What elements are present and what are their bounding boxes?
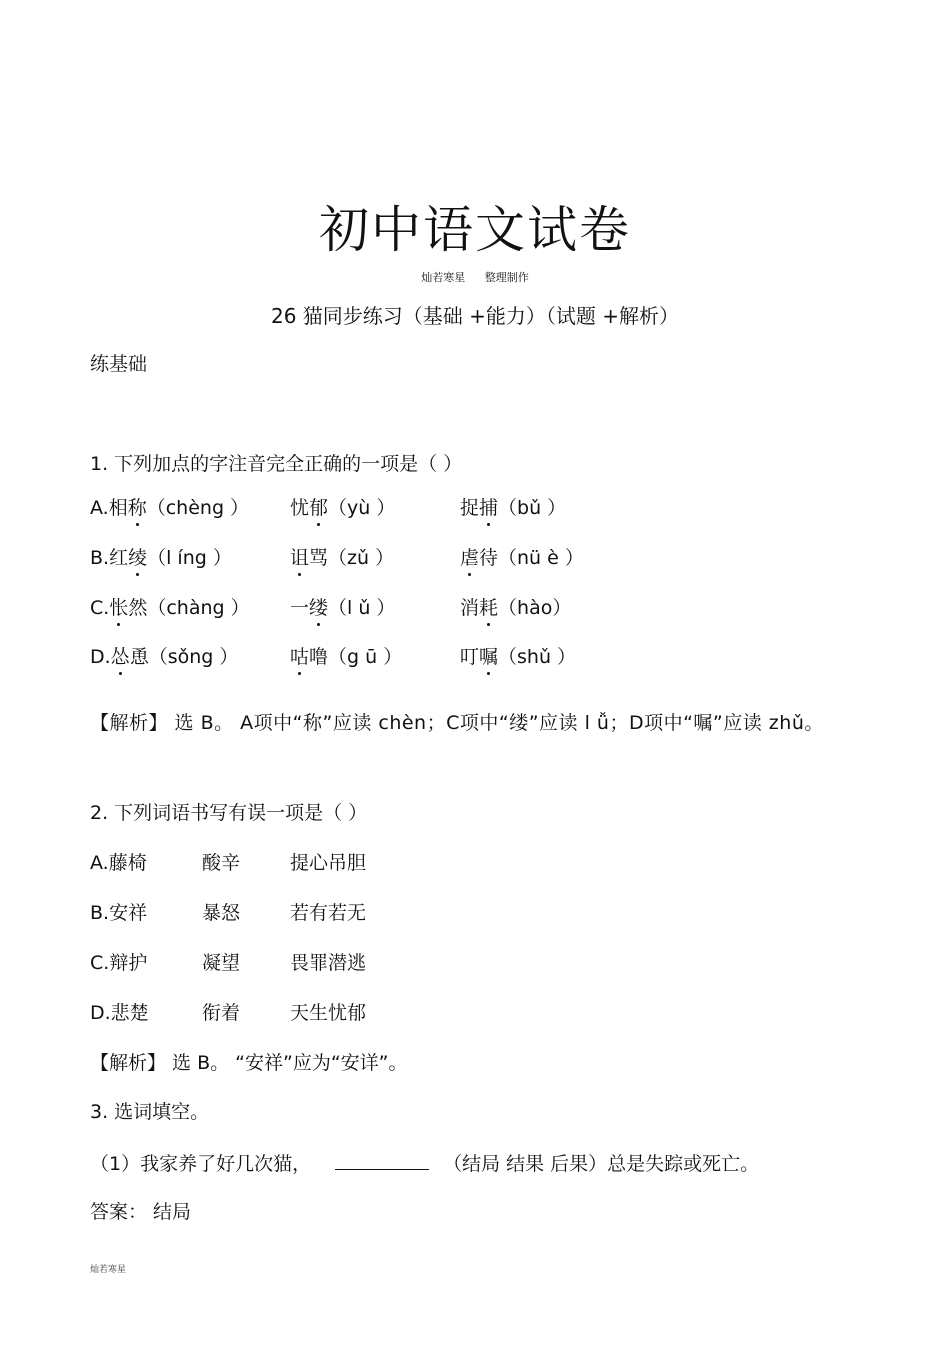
q1-option-c-word-1: C.怅然（chàng ） (90, 593, 250, 623)
q1-option-b-word-2: 诅骂（zǔ ） (290, 543, 394, 573)
q3-item-1-suffix: （结局 结果 后果）总是失踪或死亡。 (443, 1153, 760, 1175)
dotted-char: 耗 (479, 593, 498, 623)
q1-option-d (90, 642, 890, 672)
q1-option-c-word-2: 一缕（l ǔ ） (290, 593, 395, 623)
q2-option-a-word-1: A.藤椅 (90, 852, 147, 874)
question-2-analysis: 【解析】 选 B。 “安祥”应为“安详”。 (90, 1052, 408, 1074)
dotted-char: 怅 (109, 593, 128, 623)
dotted-char: 绫 (128, 543, 147, 573)
page-footer: 灿若寒星 (90, 1265, 127, 1275)
q2-option-d (90, 998, 890, 1028)
q1-option-b (90, 543, 890, 573)
question-2-stem: 2. 下列词语书写有误一项是（ ） (90, 802, 368, 824)
q1-option-c-word-3: 消耗（hào） (460, 593, 571, 623)
q1-option-d-word-3: 叮嘱（shǔ ） (460, 642, 576, 672)
dotted-char: 嘱 (479, 642, 498, 672)
q1-option-a-word-3: 捉捕（bǔ ） (460, 493, 566, 523)
question-1-analysis: 【解析】 选 B。 A项中“称”应读 chèn；C项中“缕”应读 l ǚ；D项中“嘱”应读 zhǔ。 (90, 712, 824, 734)
q2-option-d-word-1: D.悲楚 (90, 1002, 149, 1024)
q2-option-d-word-3: 天生忧郁 (290, 1002, 367, 1024)
q2-option-b-word-1: B.安祥 (90, 902, 148, 924)
question-3-stem: 3. 选词填空。 (90, 1101, 210, 1123)
q1-option-d-word-2: 咕噜（g ū ） (290, 642, 402, 672)
document-title: 初中语文试卷 (319, 201, 631, 259)
document-subtitle: 26 猫同步练习（基础 +能力）（试题 +解析） (270, 304, 680, 328)
q2-option-d-word-2: 衔着 (202, 1002, 241, 1024)
q2-option-b-word-3: 若有若无 (290, 902, 367, 924)
q1-option-b-word-3: 虐待（nü è ） (460, 543, 584, 573)
q1-option-c (90, 593, 890, 623)
dotted-char: 怂 (111, 642, 130, 672)
q1-option-a-word-2: 忧郁（yù ） (290, 493, 395, 523)
q1-option-a (90, 493, 890, 523)
q2-option-a (90, 848, 890, 878)
fill-in-blank (335, 1147, 429, 1170)
dotted-char: 缕 (309, 593, 328, 623)
q2-option-b-word-2: 暴怒 (202, 902, 241, 924)
dotted-char: 咕 (290, 642, 309, 672)
q2-option-a-word-2: 酸辛 (202, 852, 241, 874)
q2-option-c-word-1: C.辩护 (90, 952, 148, 974)
q1-option-d-word-1: D.怂恿（sǒng ） (90, 642, 238, 672)
q1-option-b-word-1: B.红绫（l íng ） (90, 543, 232, 573)
author-suffix: 整理制作 (484, 271, 529, 284)
q2-option-c-word-3: 畏罪潜逃 (290, 952, 367, 974)
author-name: 灿若寒星 (421, 271, 466, 284)
question-1-stem: 1. 下列加点的字注音完全正确的一项是（ ） (90, 453, 463, 475)
author-line (0, 270, 950, 286)
question-3-answer: 答案： 结局 (90, 1201, 192, 1223)
q2-option-c-word-2: 凝望 (202, 952, 241, 974)
dotted-char: 诅 (290, 543, 309, 573)
q2-option-b (90, 898, 890, 928)
q3-item-1-prefix: （1）我家养了好几次猫， (90, 1153, 312, 1175)
section-label: 练基础 (90, 353, 148, 375)
question-3-item-1 (90, 1147, 759, 1179)
dotted-char: 郁 (309, 493, 328, 523)
dotted-char: 虐 (460, 543, 479, 573)
q2-option-c (90, 948, 890, 978)
dotted-char: 称 (128, 493, 147, 523)
q1-option-a-word-1: A.相称（chèng ） (90, 493, 249, 523)
q2-option-a-word-3: 提心吊胆 (290, 852, 367, 874)
dotted-char: 捕 (479, 493, 498, 523)
